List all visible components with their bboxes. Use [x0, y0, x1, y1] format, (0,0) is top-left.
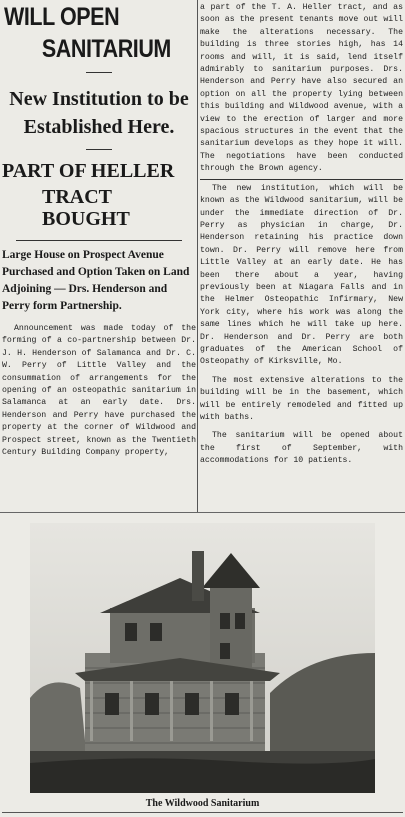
left-column	[2, 0, 196, 459]
article-paragraph-4: The most extensive alterations to the building will be in the basement, which will be entirely remodeled and fitted up with baths.	[200, 375, 403, 422]
article-paragraph-5: The sanitarium will be opened about the first of September, with accommodations for 10 patients.	[200, 431, 403, 466]
headline-line2: SANITARIUM	[41, 35, 171, 63]
divider-dash-2	[86, 149, 112, 150]
article-paragraph-1: Announcement was made today of the forming of a co-partnership between Dr. J. H. Henderson of Salamanca and Dr. C. W. Perry of Little Valley and the consummation of arrangements for the opening of an osteopathic sanitarium in Salamanca at an early date. Drs. Henderson and Perry have purchased the property at the corner of Wildwood and Prospect street, known as the Twentieth Century Building Company property,	[2, 324, 196, 458]
article-paragraph-2: a part of the T. A. Heller tract, and as soon as the present tenants move out will make the alterations necessary. The building is three stories high, has 14 rooms and will, it is said, lend itself admirably to sanitarium purposes. Drs. Henderson and Perry have also secured an option on all the property lying between this building and Wildwood avenue, with a view to the erection of larger and more spacious structures in the event that the sanitarium develops as they hope it will. The negotiations have been conducted through the Brown agency.	[200, 3, 403, 174]
right-column	[200, 0, 403, 468]
subhead-line2: Established Here.	[23, 116, 175, 138]
deck: Large House on Prospect Avenue Purchased and Option Taken on Land Adjoining — Drs. Henderson and Perry form Partnership.	[2, 249, 190, 312]
bottom-rule	[2, 812, 403, 813]
column-rule	[197, 0, 198, 512]
article-paragraph-3: The new institution, which will be known as the Wildwood sanitarium, will be under the immediate direction of Dr. Perry as physician in charge, Dr. Henderson retaining his practice down town. Dr. Perry will remove here from Little Valley at an early date. He has been there about a year, having previously been at Niagara Falls and in the Helmer Osteopathic Infirmary, New York city, where his work was along the same lines which he will take up here. Dr. Henderson and Dr. Perry are both graduates of the American School of Osteopathy of Kirksville, Mo.	[200, 183, 403, 367]
sanitarium-photo	[30, 523, 375, 793]
house-illustration	[30, 523, 375, 793]
section-rule	[16, 240, 182, 241]
headline2-line1: PART OF HELLER	[2, 160, 175, 182]
photo-separator	[0, 512, 405, 513]
photo-caption: The Wildwood Sanitarium	[145, 798, 260, 809]
headline-line1: WILL OPEN	[4, 3, 120, 31]
divider-dash	[86, 72, 112, 73]
headline2-line2: TRACT BOUGHT	[42, 186, 130, 230]
subhead-line1: New Institution to be	[9, 88, 189, 110]
paragraph-rule	[200, 179, 403, 180]
